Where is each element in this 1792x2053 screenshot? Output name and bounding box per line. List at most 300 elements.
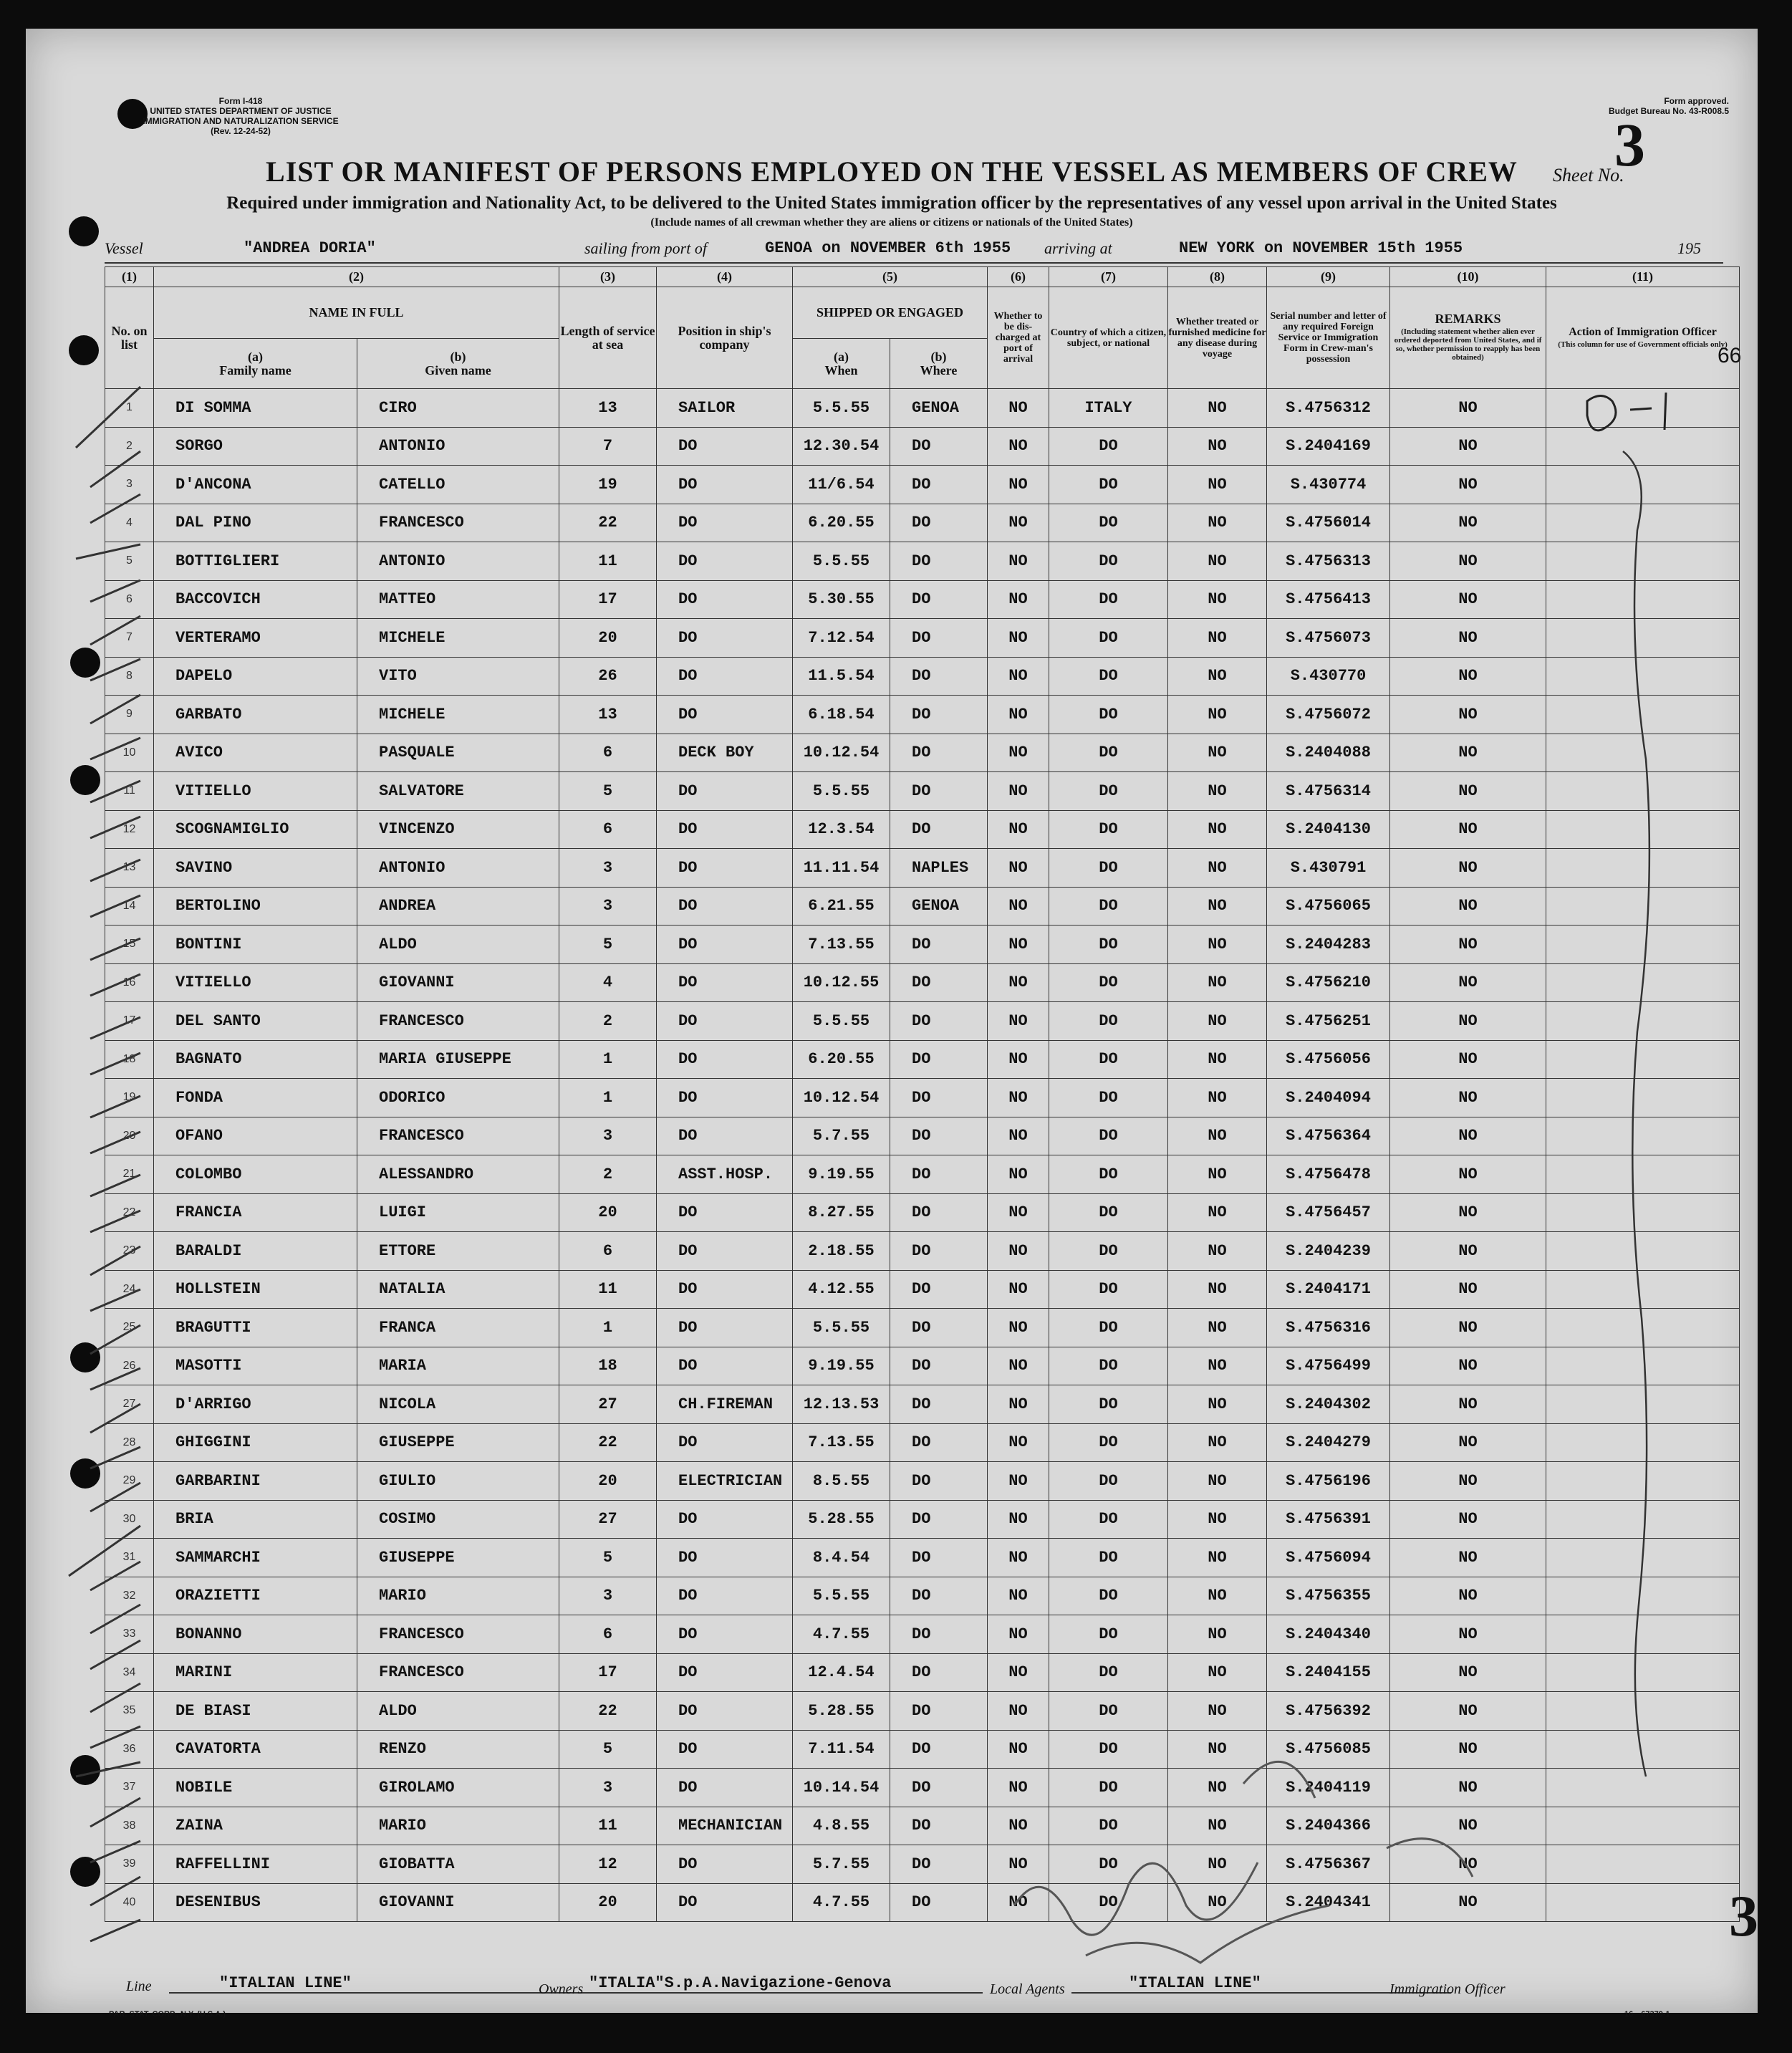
serial-cell: S.2404094 [1267, 1079, 1390, 1117]
row-number: 31 [105, 1539, 154, 1577]
family-name-cell: FONDA [154, 1079, 357, 1117]
where-cell: DO [890, 1730, 988, 1769]
country-cell: DO [1049, 1539, 1168, 1577]
serial-cell: S.2404088 [1267, 734, 1390, 772]
discharged-cell: NO [988, 1845, 1049, 1884]
medicine-cell: NO [1168, 963, 1267, 1002]
length-cell: 27 [559, 1385, 657, 1424]
where-cell: DO [890, 1615, 988, 1654]
tick-mark [76, 544, 140, 559]
remarks-cell: NO [1390, 389, 1546, 428]
given-name-cell: COSIMO [357, 1500, 559, 1539]
remarks-cell: NO [1390, 963, 1546, 1002]
remarks-cell: NO [1390, 696, 1546, 734]
given-name-cell: NICOLA [357, 1385, 559, 1424]
when-cell: 11/6.54 [793, 466, 890, 504]
family-name-cell: BARALDI [154, 1232, 357, 1271]
when-cell: 10.12.54 [793, 734, 890, 772]
header-length-of-service: Length of service at sea [559, 287, 657, 389]
length-cell: 19 [559, 466, 657, 504]
given-name-cell: ETTORE [357, 1232, 559, 1271]
serial-cell: S.4756085 [1267, 1730, 1390, 1769]
where-title: Where [920, 362, 958, 378]
medicine-cell: NO [1168, 1040, 1267, 1079]
row-number: 2 [105, 427, 154, 466]
where-cell: DO [890, 466, 988, 504]
row-number: 4 [105, 504, 154, 542]
form-code: 16—67379-1 [1624, 2010, 1670, 2019]
tick-mark [90, 1640, 140, 1669]
sheet-number: 3 [1614, 110, 1645, 179]
where-cell: DO [890, 1270, 988, 1309]
remarks-cell: NO [1390, 1845, 1546, 1884]
discharged-cell: NO [988, 389, 1049, 428]
serial-cell: S.2404169 [1267, 427, 1390, 466]
when-cell: 9.19.55 [793, 1155, 890, 1194]
length-cell: 6 [559, 1232, 657, 1271]
given-name-cell: GIOVANNI [357, 963, 559, 1002]
given-name-cell: ANTONIO [357, 849, 559, 888]
medicine-cell: NO [1168, 1462, 1267, 1501]
tick-mark [90, 1017, 140, 1039]
where-cell: DO [890, 1462, 988, 1501]
medicine-cell: NO [1168, 466, 1267, 504]
family-name-cell: BACCOVICH [154, 580, 357, 619]
position-cell: DO [657, 963, 793, 1002]
remarks-cell: NO [1390, 1040, 1546, 1079]
discharged-cell: NO [988, 1615, 1049, 1654]
medicine-cell: NO [1168, 1117, 1267, 1155]
col-num-8: (8) [1168, 267, 1267, 287]
position-cell: DO [657, 849, 793, 888]
length-cell: 13 [559, 389, 657, 428]
medicine-cell: NO [1168, 1845, 1267, 1884]
row-number: 3 [105, 466, 154, 504]
header-serial: Serial number and letter of any required Foreign Service or Immigration Form in Crew-man's possession [1267, 287, 1390, 389]
footer [105, 1974, 1723, 1999]
position-cell: DO [657, 504, 793, 542]
discharged-cell: NO [988, 580, 1049, 619]
where-cell: DO [890, 427, 988, 466]
given-name-cell: MICHELE [357, 696, 559, 734]
col-num-10: (10) [1390, 267, 1546, 287]
given-name-cell: GIROLAMO [357, 1769, 559, 1807]
length-cell: 26 [559, 657, 657, 696]
when-cell: 8.5.55 [793, 1462, 890, 1501]
serial-cell: S.4756056 [1267, 1040, 1390, 1079]
remarks-cell: NO [1390, 1002, 1546, 1041]
col-num-6: (6) [988, 267, 1049, 287]
manifest-page [26, 29, 1758, 2019]
tick-mark [90, 616, 140, 645]
d1-mark [1587, 393, 1666, 431]
family-name-cell: FRANCIA [154, 1193, 357, 1232]
length-cell: 22 [559, 1692, 657, 1731]
remarks-cell: NO [1390, 1730, 1546, 1769]
position-cell: DO [657, 580, 793, 619]
length-cell: 1 [559, 1309, 657, 1347]
discharged-cell: NO [988, 1769, 1049, 1807]
officer-label: Immigration Officer [1389, 1981, 1506, 1997]
tick-mark [90, 1798, 140, 1827]
discharged-cell: NO [988, 1730, 1049, 1769]
discharged-cell: NO [988, 734, 1049, 772]
discharged-cell: NO [988, 1155, 1049, 1194]
discharged-cell: NO [988, 1385, 1049, 1424]
family-name-cell: ORAZIETTI [154, 1577, 357, 1615]
length-cell: 2 [559, 1155, 657, 1194]
position-cell: DO [657, 1347, 793, 1385]
position-cell: DO [657, 925, 793, 964]
length-cell: 5 [559, 1730, 657, 1769]
tick-mark [90, 494, 140, 523]
length-cell: 1 [559, 1040, 657, 1079]
row-number: 25 [105, 1309, 154, 1347]
serial-cell: S.4756014 [1267, 504, 1390, 542]
remarks-cell: NO [1390, 734, 1546, 772]
family-name-cell: NOBILE [154, 1769, 357, 1807]
when-cell: 11.11.54 [793, 849, 890, 888]
medicine-cell: NO [1168, 1309, 1267, 1347]
position-cell: DO [657, 1615, 793, 1654]
serial-cell: S.2404239 [1267, 1232, 1390, 1271]
row-number: 35 [105, 1692, 154, 1731]
length-cell: 7 [559, 427, 657, 466]
printer-credit: PAR. STAT. CORP., N.Y. (U.S.A.) [109, 2010, 226, 2019]
country-cell: DO [1049, 849, 1168, 888]
tick-mark [90, 1920, 140, 1941]
where-letter: (b) [930, 349, 947, 364]
length-cell: 6 [559, 1615, 657, 1654]
where-cell: DO [890, 1423, 988, 1462]
country-cell: DO [1049, 1577, 1168, 1615]
when-cell: 8.27.55 [793, 1193, 890, 1232]
country-cell: DO [1049, 1500, 1168, 1539]
tick-mark [90, 817, 140, 838]
medicine-cell: NO [1168, 1807, 1267, 1845]
given-name-cell: LUIGI [357, 1193, 559, 1232]
given-name-cell: FRANCESCO [357, 1653, 559, 1692]
medicine-cell: NO [1168, 1500, 1267, 1539]
when-cell: 10.12.55 [793, 963, 890, 1002]
where-cell: DO [890, 1692, 988, 1731]
when-cell: 4.12.55 [793, 1270, 890, 1309]
where-cell: DO [890, 1845, 988, 1884]
position-cell: DO [657, 696, 793, 734]
length-cell: 17 [559, 580, 657, 619]
tick-mark [90, 1096, 140, 1117]
country-cell: DO [1049, 963, 1168, 1002]
when-cell: 5.28.55 [793, 1500, 890, 1539]
serial-cell: S.2404366 [1267, 1807, 1390, 1845]
where-cell: NAPLES [890, 849, 988, 888]
remarks-cell: NO [1390, 1385, 1546, 1424]
remarks-cell: NO [1390, 542, 1546, 581]
tick-mark [76, 387, 140, 448]
medicine-cell: NO [1168, 696, 1267, 734]
when-cell: 2.18.55 [793, 1232, 890, 1271]
given-name-cell: SALVATORE [357, 772, 559, 811]
given-name-cell: MICHELE [357, 619, 559, 658]
family-name-cell: MASOTTI [154, 1347, 357, 1385]
position-cell: DECK BOY [657, 734, 793, 772]
length-cell: 3 [559, 849, 657, 888]
tick-mark [90, 1175, 140, 1196]
position-cell: DO [657, 1117, 793, 1155]
remarks-cell: NO [1390, 1232, 1546, 1271]
budget-bureau-text: Budget Bureau No. 43-R008.5 [1608, 106, 1729, 116]
country-cell: ITALY [1049, 389, 1168, 428]
given-name-cell: VITO [357, 657, 559, 696]
when-cell: 10.12.54 [793, 1079, 890, 1117]
length-cell: 3 [559, 887, 657, 925]
tick-mark [90, 1246, 140, 1275]
when-cell: 5.30.55 [793, 580, 890, 619]
service-name: IMMIGRATION AND NATURALIZATION SERVICE [143, 116, 339, 126]
given-name-cell: RENZO [357, 1730, 559, 1769]
length-cell: 5 [559, 1539, 657, 1577]
header-name-in-full: NAME IN FULL [154, 287, 559, 339]
tick-mark [90, 1483, 140, 1511]
remarks-cell: NO [1390, 657, 1546, 696]
where-cell: DO [890, 1883, 988, 1922]
country-cell: DO [1049, 1270, 1168, 1309]
row-number: 21 [105, 1155, 154, 1194]
row-number: 1 [105, 389, 154, 428]
medicine-cell: NO [1168, 1079, 1267, 1117]
tick-mark [90, 695, 140, 723]
left-tick-marks [69, 387, 140, 1941]
medicine-cell: NO [1168, 734, 1267, 772]
remarks-cell: NO [1390, 810, 1546, 849]
position-cell: DO [657, 1539, 793, 1577]
country-cell: DO [1049, 657, 1168, 696]
col-num-5: (5) [793, 267, 988, 287]
discharged-cell: NO [988, 696, 1049, 734]
country-cell: DO [1049, 1117, 1168, 1155]
remarks-cell: NO [1390, 1423, 1546, 1462]
serial-cell: S.2404171 [1267, 1270, 1390, 1309]
when-cell: 6.20.55 [793, 504, 890, 542]
country-cell: DO [1049, 772, 1168, 811]
where-cell: DO [890, 1155, 988, 1194]
serial-cell: S.4756364 [1267, 1117, 1390, 1155]
discharged-cell: NO [988, 1040, 1049, 1079]
row-number: 8 [105, 657, 154, 696]
length-cell: 13 [559, 696, 657, 734]
row-number: 26 [105, 1347, 154, 1385]
position-cell: DO [657, 1423, 793, 1462]
form-number: Form I-418 [218, 96, 263, 106]
remarks-cell: NO [1390, 466, 1546, 504]
header-country: Country of which a citizen, subject, or national [1049, 287, 1168, 389]
medicine-cell: NO [1168, 580, 1267, 619]
remarks-cell: NO [1390, 1539, 1546, 1577]
family-name-cell: ZAINA [154, 1807, 357, 1845]
discharged-cell: NO [988, 427, 1049, 466]
country-cell: DO [1049, 734, 1168, 772]
discharged-cell: NO [988, 772, 1049, 811]
row-number: 20 [105, 1117, 154, 1155]
country-cell: DO [1049, 619, 1168, 658]
row-number: 27 [105, 1385, 154, 1424]
line-value: "ITALIAN LINE" [169, 1974, 592, 1994]
family-name-cell: VERTERAMO [154, 619, 357, 658]
remarks-cell: NO [1390, 619, 1546, 658]
col-num-11: (11) [1546, 267, 1740, 287]
medicine-cell: NO [1168, 1155, 1267, 1194]
where-cell: DO [890, 1309, 988, 1347]
family-name-cell: MARINI [154, 1653, 357, 1692]
medicine-cell: NO [1168, 427, 1267, 466]
row-number: 19 [105, 1079, 154, 1117]
when-letter: (a) [834, 349, 849, 364]
country-cell: DO [1049, 1423, 1168, 1462]
col-num-2: (2) [154, 267, 559, 287]
row-number: 9 [105, 696, 154, 734]
medicine-cell: NO [1168, 1730, 1267, 1769]
family-name-cell: BONTINI [154, 925, 357, 964]
length-cell: 20 [559, 1193, 657, 1232]
length-cell: 27 [559, 1500, 657, 1539]
family-title: Family name [219, 362, 292, 378]
family-name-cell: SAMMARCHI [154, 1539, 357, 1577]
position-cell: DO [657, 1040, 793, 1079]
serial-cell: S.4756367 [1267, 1845, 1390, 1884]
given-name-cell: CATELLO [357, 466, 559, 504]
discharged-cell: NO [988, 1079, 1049, 1117]
serial-cell: S.2404340 [1267, 1615, 1390, 1654]
discharged-cell: NO [988, 963, 1049, 1002]
serial-cell: S.4756065 [1267, 887, 1390, 925]
discharged-cell: NO [988, 1117, 1049, 1155]
family-name-cell: DEL SANTO [154, 1002, 357, 1041]
medicine-cell: NO [1168, 1232, 1267, 1271]
remarks-cell: NO [1390, 1769, 1546, 1807]
given-name-cell: GIUSEPPE [357, 1539, 559, 1577]
remarks-cell: NO [1390, 1079, 1546, 1117]
discharged-cell: NO [988, 1193, 1049, 1232]
position-cell: DO [657, 1193, 793, 1232]
given-name-cell: FRANCESCO [357, 1615, 559, 1654]
when-cell: 5.5.55 [793, 1577, 890, 1615]
discharged-cell: NO [988, 1270, 1049, 1309]
length-cell: 3 [559, 1117, 657, 1155]
country-cell: DO [1049, 1385, 1168, 1424]
serial-cell: S.430774 [1267, 466, 1390, 504]
given-name-cell: FRANCESCO [357, 1117, 559, 1155]
position-cell: DO [657, 772, 793, 811]
remarks-cell: NO [1390, 1155, 1546, 1194]
position-cell: DO [657, 427, 793, 466]
col-num-7: (7) [1049, 267, 1168, 287]
discharged-cell: NO [988, 1653, 1049, 1692]
tick-mark [90, 738, 140, 759]
when-cell: 4.8.55 [793, 1807, 890, 1845]
length-cell: 6 [559, 734, 657, 772]
length-cell: 11 [559, 1807, 657, 1845]
medicine-cell: NO [1168, 1883, 1267, 1922]
medicine-cell: NO [1168, 810, 1267, 849]
medicine-cell: NO [1168, 772, 1267, 811]
position-cell: DO [657, 1769, 793, 1807]
length-cell: 20 [559, 1462, 657, 1501]
tick-mark [90, 1289, 140, 1311]
remarks-cell: NO [1390, 1462, 1546, 1501]
serial-cell: S.4756355 [1267, 1577, 1390, 1615]
serial-cell: S.4756457 [1267, 1193, 1390, 1232]
discharged-cell: NO [988, 1232, 1049, 1271]
where-cell: DO [890, 1232, 988, 1271]
given-name-cell: FRANCESCO [357, 1002, 559, 1041]
family-name-cell: BONANNO [154, 1615, 357, 1654]
country-cell: DO [1049, 1692, 1168, 1731]
when-cell: 11.5.54 [793, 657, 890, 696]
discharged-cell: NO [988, 542, 1049, 581]
given-name-cell: PASQUALE [357, 734, 559, 772]
family-name-cell: BOTTIGLIERI [154, 542, 357, 581]
vessel-label: Vessel [105, 239, 143, 257]
row-number: 13 [105, 849, 154, 888]
position-cell: DO [657, 1309, 793, 1347]
family-name-cell: DI SOMMA [154, 389, 357, 428]
position-cell: DO [657, 1232, 793, 1271]
row-number: 39 [105, 1845, 154, 1884]
family-name-cell: SAVINO [154, 849, 357, 888]
tick-mark [90, 1726, 140, 1748]
where-cell: DO [890, 1539, 988, 1577]
given-name-cell: GIULIO [357, 1462, 559, 1501]
family-name-cell: AVICO [154, 734, 357, 772]
remarks-cell: NO [1390, 1347, 1546, 1385]
medicine-cell: NO [1168, 657, 1267, 696]
when-cell: 12.4.54 [793, 1653, 890, 1692]
line-label: Line [126, 1979, 152, 1994]
country-cell: DO [1049, 466, 1168, 504]
remarks-cell: NO [1390, 1653, 1546, 1692]
header-discharged: Whether to be dis-charged at port of arrival [988, 287, 1049, 389]
country-cell: DO [1049, 696, 1168, 734]
tick-mark [90, 1841, 140, 1862]
remarks-cell: NO [1390, 1500, 1546, 1539]
when-cell: 8.4.54 [793, 1539, 890, 1577]
country-cell: DO [1049, 1155, 1168, 1194]
remarks-cell: NO [1390, 1193, 1546, 1232]
medicine-cell: NO [1168, 1577, 1267, 1615]
family-name-cell: D'ANCONA [154, 466, 357, 504]
tick-mark [90, 860, 140, 881]
family-name-cell: BRAGUTTI [154, 1309, 357, 1347]
when-cell: 4.7.55 [793, 1615, 890, 1654]
country-cell: DO [1049, 1002, 1168, 1041]
when-cell: 5.5.55 [793, 1002, 890, 1041]
family-name-cell: HOLLSTEIN [154, 1270, 357, 1309]
serial-cell: S.2404119 [1267, 1769, 1390, 1807]
where-cell: DO [890, 696, 988, 734]
when-cell: 5.7.55 [793, 1845, 890, 1884]
given-name-cell: ODORICO [357, 1079, 559, 1117]
approval-text: Form approved. [1664, 96, 1729, 106]
where-cell: GENOA [890, 887, 988, 925]
serial-cell: S.430770 [1267, 657, 1390, 696]
length-cell: 22 [559, 504, 657, 542]
when-cell: 9.19.55 [793, 1347, 890, 1385]
remarks-cell: NO [1390, 1883, 1546, 1922]
document-subnote: (Include names of all crewman whether they are aliens or citizens or nationals of the United States) [650, 216, 1133, 229]
owners-value: "ITALIA"S.p.A.Navigazione-Genova [589, 1974, 983, 1994]
tick-mark [90, 1325, 140, 1354]
family-name-cell: VITIELLO [154, 772, 357, 811]
